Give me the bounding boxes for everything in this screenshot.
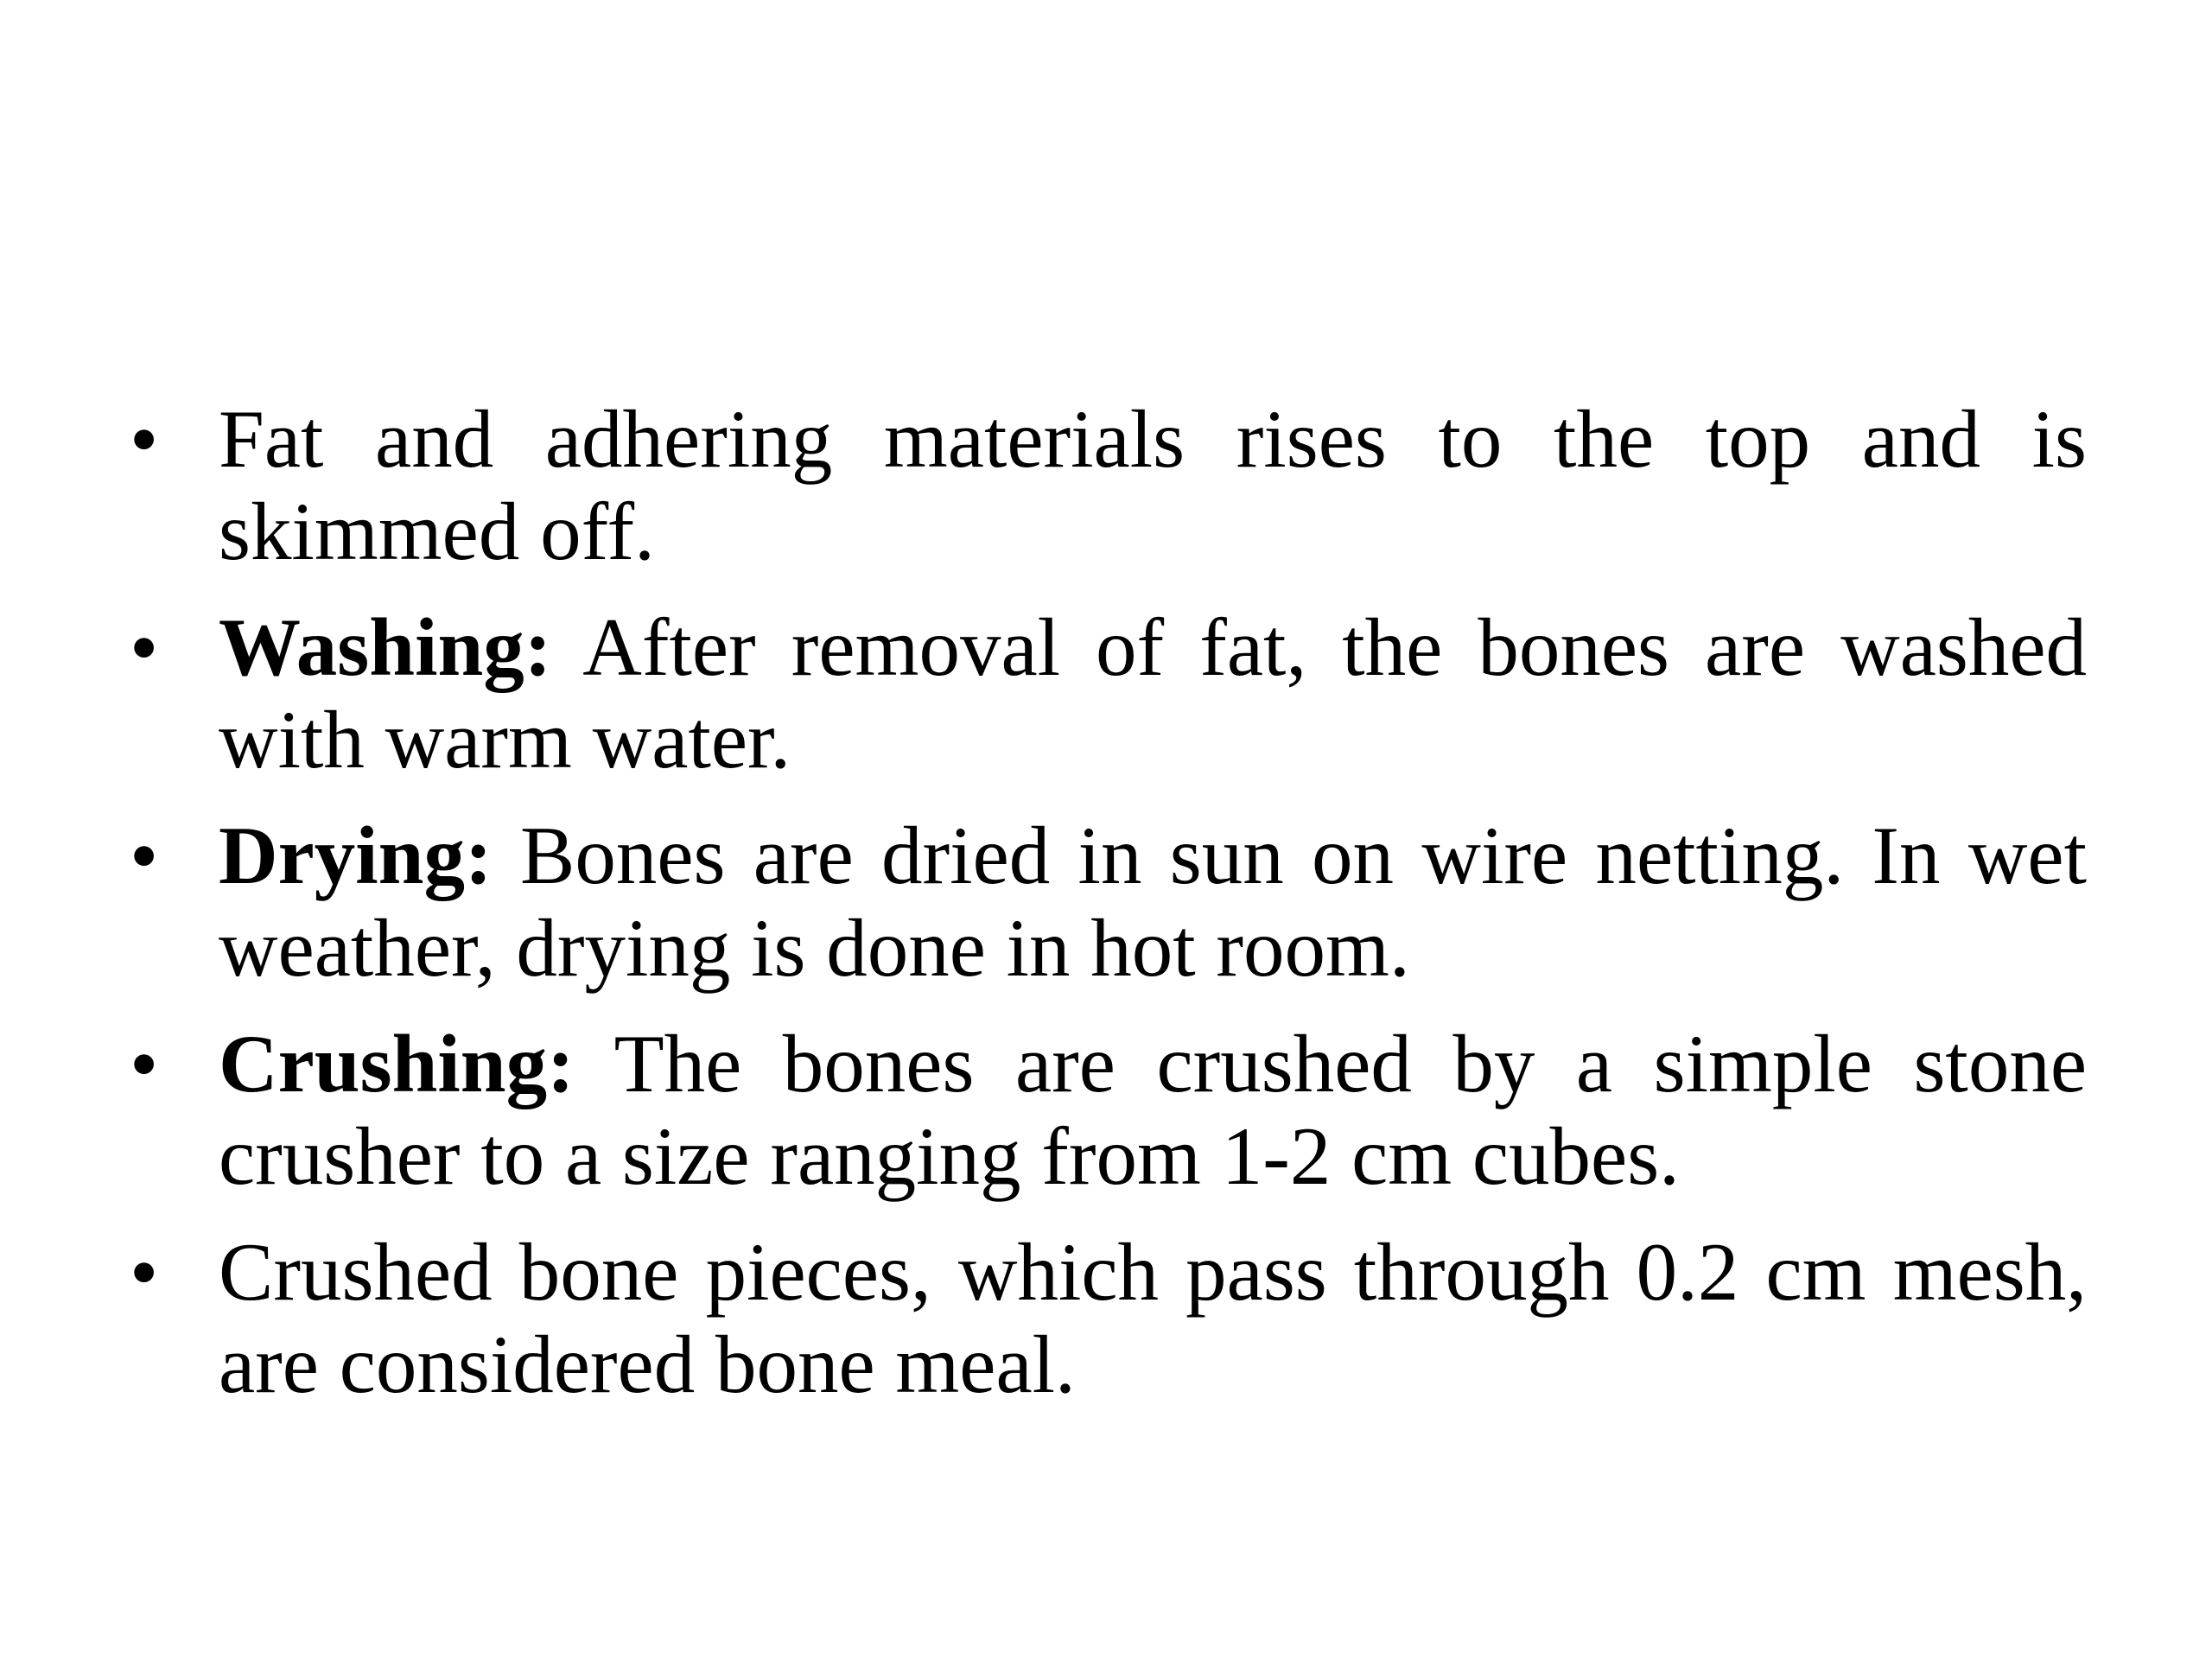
bullet-icon: • — [130, 810, 159, 901]
bullet-item-bone-meal — [130, 1226, 2087, 1411]
bullet-text: Bones are dried in sun on wire netting. In wet weather, drying is done in hot room. — [219, 810, 2087, 994]
bullet-list — [130, 393, 2087, 1434]
bullet-item-crushing — [130, 1018, 2087, 1203]
bullet-icon: • — [130, 1226, 159, 1318]
bullet-item-fat-skimming — [130, 393, 2087, 578]
bullet-text: Crushed bone pieces, which pass through 0.2 cm mesh, are considered bone meal. — [219, 1226, 2087, 1410]
bullet-item-drying — [130, 810, 2087, 995]
bullet-term: Drying: — [219, 810, 493, 901]
bullet-text: After removal of fat, the bones are washed with warm water. — [219, 601, 2087, 785]
bullet-item-washing — [130, 601, 2087, 786]
bullet-term: Washing: — [219, 601, 552, 693]
bullet-text: The bones are crushed by a simple stone crusher to a size ranging from 1-2 cm cubes. — [219, 1018, 2087, 1202]
bullet-term: Crushing: — [219, 1018, 575, 1109]
bullet-text: Fat and adhering materials rises to the top and is skimmed off. — [219, 393, 2087, 577]
bullet-icon: • — [130, 1018, 159, 1109]
bullet-icon: • — [130, 601, 159, 693]
bullet-icon: • — [130, 393, 159, 485]
